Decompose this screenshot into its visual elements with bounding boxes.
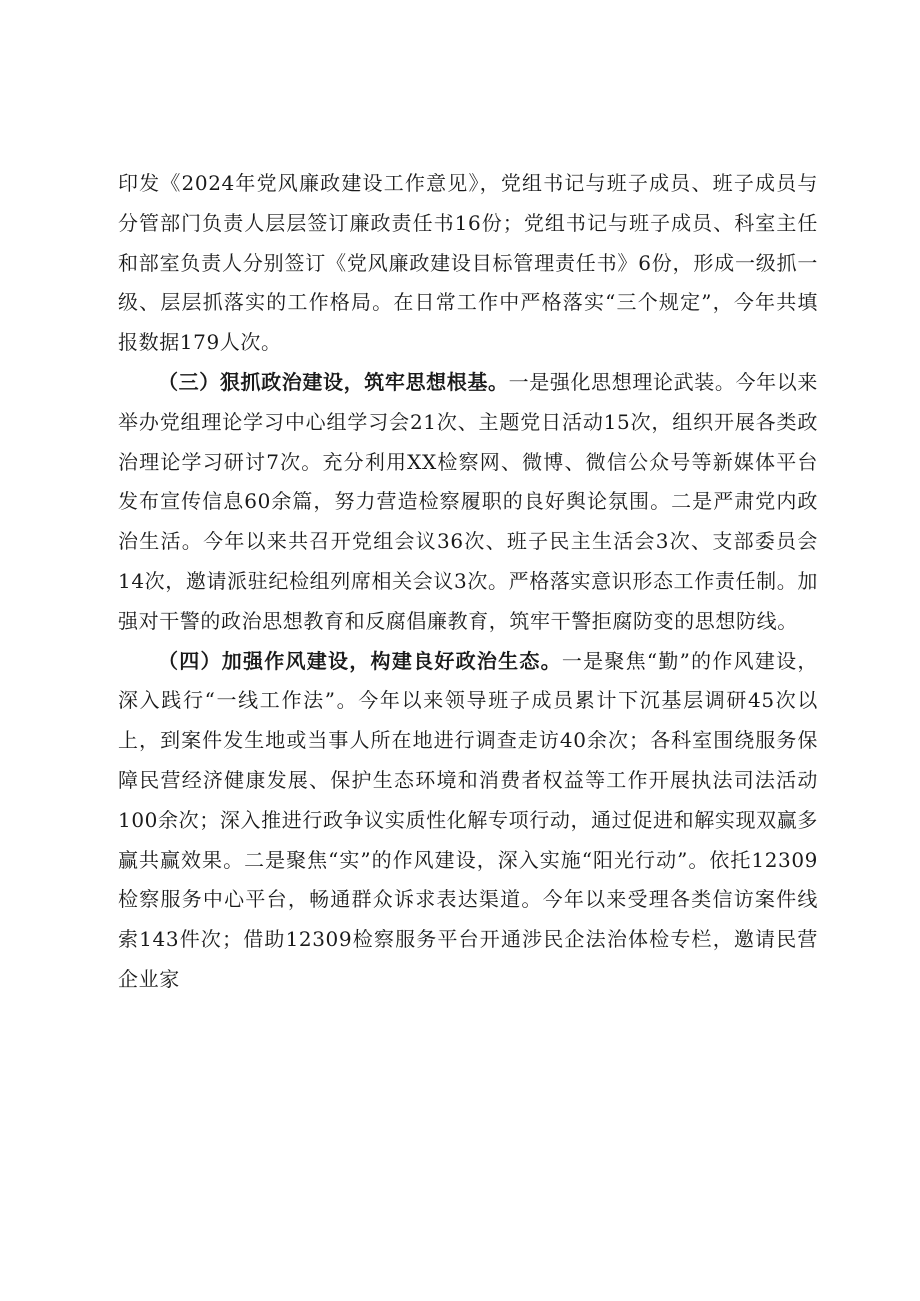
paragraph-responsibility <box>118 164 818 363</box>
paragraph-text: 一是强化思想理论武装。今年以来举办党组理论学习中心组学习会21次、主题党日活动15次，组织开展各类政治理论学习研讨7次。充分利用XX检察网、微博、微信公众号等新媒体平台发布宣传信息60余篇，努力营造检察履职的良好舆论氛围。二是严肃党内政治生活。今年以来共召开党组会议36次、班子民主生活会3次、支部委员会14次，邀请派驻纪检组列席相关会议3次。严格落实意识形态工作责任制。加强对干警的政治思想教育和反腐倡廉教育，筑牢干警拒腐防变的思想防线。 <box>118 369 819 633</box>
paragraph-work-style <box>118 642 818 1000</box>
paragraph-text: 印发《2024年党风廉政建设工作意见》，党组书记与班子成员、班子成员与分管部门负责人层层签订廉政责任书16份；党组书记与班子成员、科室主任和部室负责人分别签订《党风廉政建设目标管理责任书》6份，形成一级抓一级、层层抓落实的工作格局。在日常工作中严格落实“三个规定”，今年共填报数据179人次。 <box>118 171 818 355</box>
paragraph-political-building <box>118 363 818 642</box>
paragraph-text: 一是聚焦“勤”的作风建设，深入践行“一线工作法”。今年以来领导班子成员累计下沉基层调研45次以上，到案件发生地或当事人所在地进行调查走访40余次；各科室围绕服务保障民营经济健康发展、保护生态环境和消费者权益等工作开展执法司法活动100余次；深入推进行政争议实质性化解专项行动，通过促进和解实现双赢多赢共赢效果。二是聚焦“实”的作风建设，深入实施“阳光行动”。依托12309检察服务中心平台，畅通群众诉求表达渠道。今年以来受理各类信访案件线索143件次；借助12309检察服务平台开通涉民企法治体检专栏，邀请民营企业家 <box>118 648 818 991</box>
section-heading-3: （三）狠抓政治建设，筑牢思想根基。 <box>158 369 509 394</box>
document-body <box>118 164 818 1000</box>
section-heading-4: （四）加强作风建设，构建良好政治生态。 <box>158 648 562 673</box>
